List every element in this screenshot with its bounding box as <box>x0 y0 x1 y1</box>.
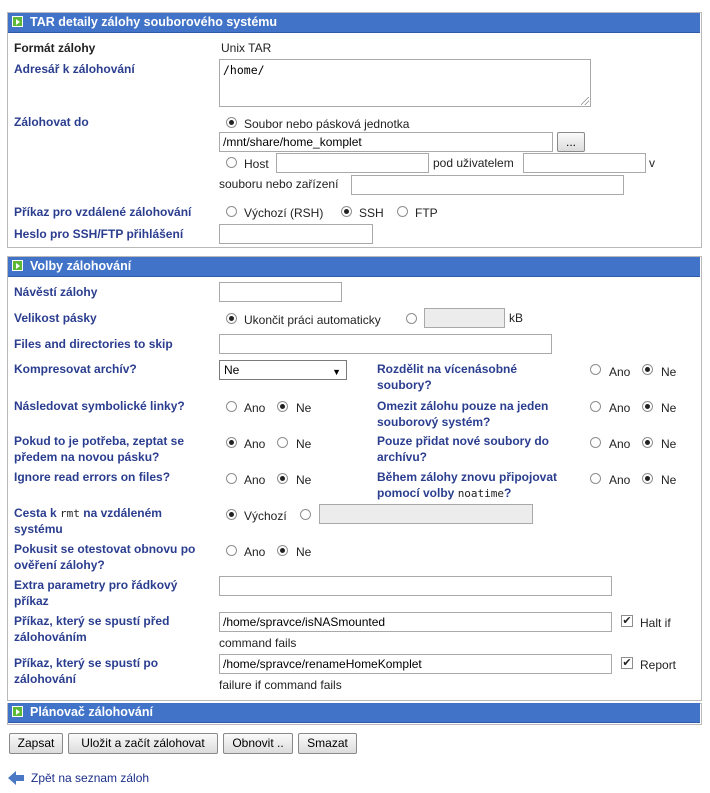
ignore-no-label: Ne <box>296 473 312 487</box>
dirs-textarea[interactable] <box>219 59 591 107</box>
extra-input[interactable] <box>219 576 612 596</box>
rsh-label: Výchozí (RSH) <box>244 206 324 220</box>
delete-button[interactable]: Smazat <box>298 733 357 754</box>
ftp-label: FTP <box>415 206 438 220</box>
collapse-toggle-icon[interactable] <box>12 16 23 27</box>
noatime-q: ? <box>504 486 512 500</box>
noatime-yes-label: Ano <box>609 473 631 487</box>
newonly-yes-radio[interactable] <box>590 437 601 448</box>
skip-input[interactable] <box>219 334 552 354</box>
limit-yes-radio[interactable] <box>590 401 601 412</box>
report-label-1: Report <box>640 658 677 672</box>
remote-file-input[interactable] <box>351 175 624 195</box>
scheduler-section-header[interactable] <box>8 703 700 723</box>
noatime-code: noatime <box>457 487 505 500</box>
host-input[interactable] <box>276 153 429 173</box>
dest-file-input[interactable] <box>219 132 553 152</box>
kb-label: kB <box>509 311 524 325</box>
extra-label-2: příkaz <box>14 594 49 608</box>
back-link[interactable]: Zpět na seznam záloh <box>31 771 150 785</box>
ask-label-1: Pokud to je potřeba, zeptat se <box>14 434 185 448</box>
before-input[interactable] <box>219 612 612 632</box>
dest-file-label: Soubor nebo pásková jednotka <box>244 117 410 131</box>
tar-section-title: TAR detaily zálohy souborového systému <box>30 15 278 29</box>
halt-checkbox[interactable]: ✔ <box>622 615 632 627</box>
dirs-value: /home/ <box>223 63 265 77</box>
ftp-radio[interactable] <box>397 206 408 217</box>
format-label: Formát zálohy <box>14 41 96 55</box>
rmt-default-label: Výchozí <box>244 509 287 523</box>
rmt-custom-radio[interactable] <box>300 509 311 520</box>
before-label-1: Příkaz, který se spustí před <box>14 614 170 628</box>
backup-label-label: Návěstí zálohy <box>14 285 98 299</box>
noatime-no-radio[interactable] <box>642 473 653 484</box>
rmt-code: rmt <box>60 507 80 520</box>
halt-label-1: Halt if <box>640 616 671 630</box>
follow-no-label: Ne <box>296 401 312 415</box>
split-label-2: soubory? <box>377 378 432 392</box>
after-label-2: zálohování <box>14 672 77 686</box>
newonly-label-1: Pouze přidat nové soubory do <box>377 434 550 448</box>
ask-yes-label: Ano <box>244 437 266 451</box>
rmt-label-1 <box>14 505 162 522</box>
expand-toggle-icon[interactable] <box>12 706 23 717</box>
user-input[interactable] <box>523 153 646 173</box>
noatime-label-2-text: pomocí volby <box>377 486 455 500</box>
extra-label-1: Extra parametry pro řádkový <box>14 578 178 592</box>
split-no-label: Ne <box>661 365 677 379</box>
verify-label-1: Pokusit se otestovat obnovu po <box>14 542 196 556</box>
options-section-title: Volby zálohování <box>30 259 132 273</box>
user-label: pod uživatelem <box>433 156 514 170</box>
dirs-label: Adresář k zálohování <box>14 62 135 76</box>
verify-no-label: Ne <box>296 545 312 559</box>
rmt-label-3: systému <box>14 522 63 536</box>
browse-button[interactable]: ... <box>557 132 585 152</box>
password-label: Heslo pro SSH/FTP přihlášení <box>14 227 184 241</box>
ignore-yes-radio[interactable] <box>226 473 237 484</box>
tape-auto-label: Ukončit práci automaticky <box>244 313 381 327</box>
ignore-label: Ignore read errors on files? <box>14 470 171 484</box>
compress-value: Ne <box>224 363 240 377</box>
ask-no-radio[interactable] <box>277 437 288 448</box>
verify-no-radio[interactable] <box>277 545 288 556</box>
follow-yes-label: Ano <box>244 401 266 415</box>
backup-label-input[interactable] <box>219 282 342 302</box>
split-yes-radio[interactable] <box>590 364 601 375</box>
report-checkbox[interactable]: ✔ <box>622 657 632 669</box>
ignore-yes-label: Ano <box>244 473 266 487</box>
tar-section-header[interactable] <box>8 13 700 33</box>
ignore-no-radio[interactable] <box>277 473 288 484</box>
save-and-run-button[interactable]: Uložit a začít zálohovat <box>68 733 218 754</box>
compress-label: Kompresovat archív? <box>14 362 137 376</box>
tape-size-radio[interactable] <box>406 313 417 324</box>
format-value: Unix TAR <box>221 41 272 55</box>
limit-yes-label: Ano <box>609 401 631 415</box>
ask-no-label: Ne <box>296 437 312 451</box>
after-input[interactable] <box>219 654 612 674</box>
ask-yes-radio[interactable] <box>226 437 237 448</box>
password-input[interactable] <box>219 224 373 244</box>
scheduler-section-title: Plánovač zálohování <box>30 705 153 719</box>
ssh-radio[interactable] <box>341 206 352 217</box>
ssh-label: SSH <box>359 206 384 220</box>
limit-no-radio[interactable] <box>642 401 653 412</box>
verify-yes-radio[interactable] <box>226 545 237 556</box>
split-no-radio[interactable] <box>642 364 653 375</box>
halt-label-2: command fails <box>219 636 297 650</box>
tape-size-label: Velikost pásky <box>14 311 97 325</box>
newonly-no-radio[interactable] <box>642 437 653 448</box>
dest-file-radio[interactable] <box>226 117 237 128</box>
noatime-label-2 <box>377 485 511 502</box>
rmt-label-2-text: na vzdáleném <box>83 506 162 520</box>
tape-size-input[interactable] <box>424 308 505 328</box>
dest-label: Zálohovat do <box>14 115 89 129</box>
noatime-no-label: Ne <box>661 473 677 487</box>
skip-label: Files and directories to skip <box>14 337 173 351</box>
compress-select[interactable] <box>219 360 347 380</box>
after-label-1: Příkaz, který se spustí po <box>14 656 159 670</box>
restore-button[interactable]: Obnovit .. <box>223 733 293 754</box>
report-label-2: failure if command fails <box>219 678 342 692</box>
tape-auto-radio[interactable] <box>226 313 237 324</box>
file-or-device-label: souboru nebo zařízení <box>219 177 339 191</box>
save-button[interactable]: Zapsat <box>9 733 63 754</box>
after-value: /home/spravce/renameHomeKomplet <box>223 657 422 671</box>
limit-label-2: souborový systém? <box>377 415 491 429</box>
resize-grip-icon[interactable] <box>581 97 589 105</box>
noatime-yes-radio[interactable] <box>590 473 601 484</box>
follow-no-radio[interactable] <box>277 401 288 412</box>
options-section-header[interactable] <box>8 257 700 277</box>
before-label-2: zálohováním <box>14 630 87 644</box>
rsh-radio[interactable] <box>226 206 237 217</box>
in-label: v <box>649 156 655 170</box>
rmt-default-radio[interactable] <box>226 509 237 520</box>
rmt-input[interactable] <box>319 504 533 524</box>
dest-host-radio[interactable] <box>226 157 237 168</box>
collapse-toggle-icon[interactable] <box>12 260 23 271</box>
chevron-down-icon: ▼ <box>332 367 341 377</box>
newonly-yes-label: Ano <box>609 437 631 451</box>
host-label: Host <box>244 157 269 171</box>
dest-file-value: /mnt/share/home_komplet <box>223 135 362 149</box>
before-value: /home/spravce/isNASmounted <box>223 615 386 629</box>
follow-label: Následovat symbolické linky? <box>14 399 185 413</box>
split-label-1: Rozdělit na vícenásobné <box>377 362 518 376</box>
limit-label-1: Omezit zálohu pouze na jeden <box>377 399 549 413</box>
follow-yes-radio[interactable] <box>226 401 237 412</box>
newonly-no-label: Ne <box>661 437 677 451</box>
limit-no-label: Ne <box>661 401 677 415</box>
verify-yes-label: Ano <box>244 545 266 559</box>
rmt-label-1-text: Cesta k <box>14 506 57 520</box>
noatime-label-1: Během zálohy znovu připojovat <box>377 470 558 484</box>
ask-label-2: předem na novou pásku? <box>14 450 160 464</box>
newonly-label-2: archívu? <box>377 450 428 464</box>
remote-cmd-label: Příkaz pro vzdálené zálohování <box>14 205 192 219</box>
back-arrow-icon[interactable] <box>8 771 24 785</box>
verify-label-2: ověření zálohy? <box>14 558 105 572</box>
split-yes-label: Ano <box>609 365 631 379</box>
